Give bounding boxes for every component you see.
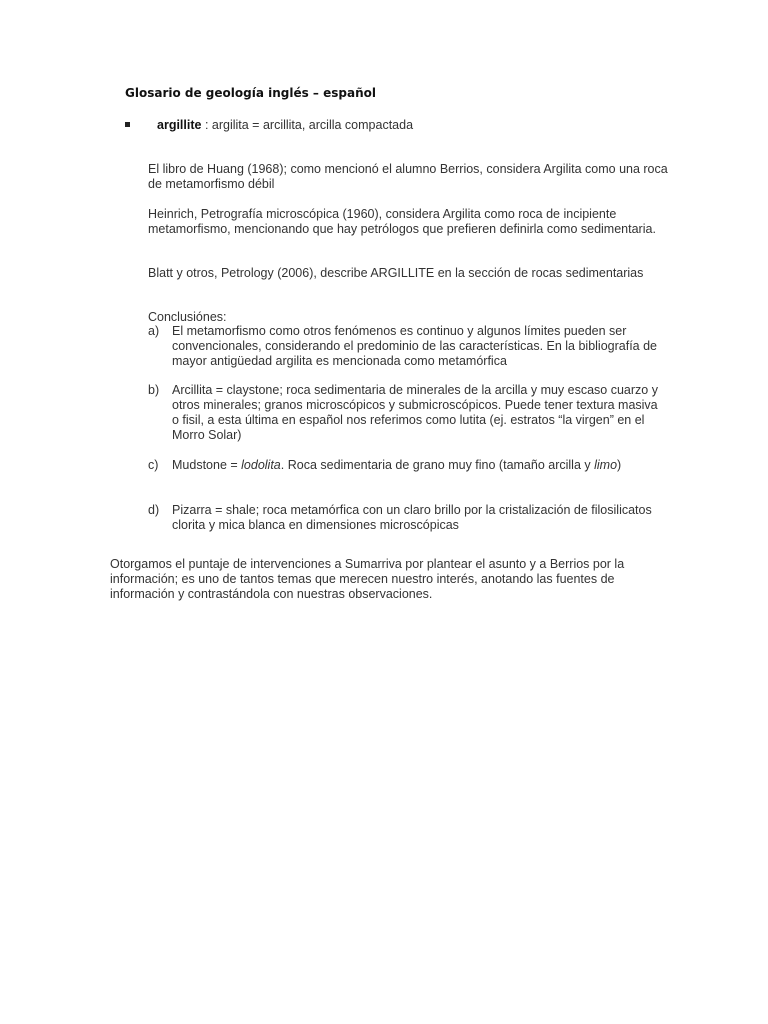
glossary-term (157, 118, 413, 132)
item-text-part: . Roca sedimentaria de grano muy fino (tamaño arcilla y (280, 458, 595, 472)
item-text (172, 458, 668, 473)
item-text: Pizarra = shale; roca metamórfica con un claro brillo por la cristalización de filosilicatos clorita y mica blanca en dimensiones microscópicas (172, 503, 652, 532)
paragraph-huang (148, 162, 668, 192)
item-label: d) (148, 503, 160, 517)
item-text-part: ) (617, 458, 622, 472)
item-text: El metamorfismo como otros fenómenos es continuo y algunos límites pueden ser convencionales, considerando el predominio de las características. En la bibliografía de mayor antigüedad argilita es mencionada como metamórfica (172, 324, 658, 368)
conclusion-item-b (148, 383, 668, 443)
term-definition: : argilita = arcillita, arcilla compactada (201, 118, 414, 132)
item-label: b) (148, 383, 160, 397)
conclusion-item-d (148, 503, 668, 533)
glossary-term-row (125, 118, 414, 132)
paragraph-text: El libro de Huang (1968); como mencionó el alumno Berrios, considera Argilita como una roca de metamorfismo débil (148, 162, 668, 191)
document-title: Glosario de geología inglés – español (125, 86, 376, 100)
square-bullet-icon (125, 122, 130, 127)
paragraph-text: Blatt y otros, Petrology (2006), describe ARGILLITE en la sección de rocas sedimentarias (148, 266, 644, 280)
conclusion-item-a (148, 324, 668, 369)
conclusions-heading: Conclusiónes: (148, 310, 227, 324)
item-text-italic: limo (594, 458, 618, 472)
item-label: c) (148, 458, 159, 472)
conclusion-item-c (148, 458, 668, 473)
closing-paragraph: Otorgamos el puntaje de intervenciones a Sumarriva por plantear el asunto y a Berrios por la información; es uno de tantos temas que merecen nuestro interés, anotando las fuentes de información y contrastándola con nuestras observaciones. (110, 557, 625, 601)
item-text-italic: lodolita (241, 458, 281, 472)
paragraph-heinrich (148, 207, 668, 237)
item-text: Arcillita = claystone; roca sedimentaria de minerales de la arcilla y muy escaso cuarzo y otros minerales; granos microscópicos y submicroscópicos. Puede tener textura masiva o fisil, a esta última en español nos referimos como lutita (ej. estratos “la virgen” en el Morro Solar) (172, 383, 658, 442)
term-word: argillite (157, 118, 202, 132)
paragraph-blatt (148, 266, 668, 281)
paragraph-text: Heinrich, Petrografía microscópica (1960), considera Argilita como roca de incipiente metamorfismo, mencionando que hay petrólogos que prefieren definirla como sedimentaria. (148, 207, 656, 236)
item-text-part: Mudstone = (172, 458, 242, 472)
item-label: a) (148, 324, 160, 338)
